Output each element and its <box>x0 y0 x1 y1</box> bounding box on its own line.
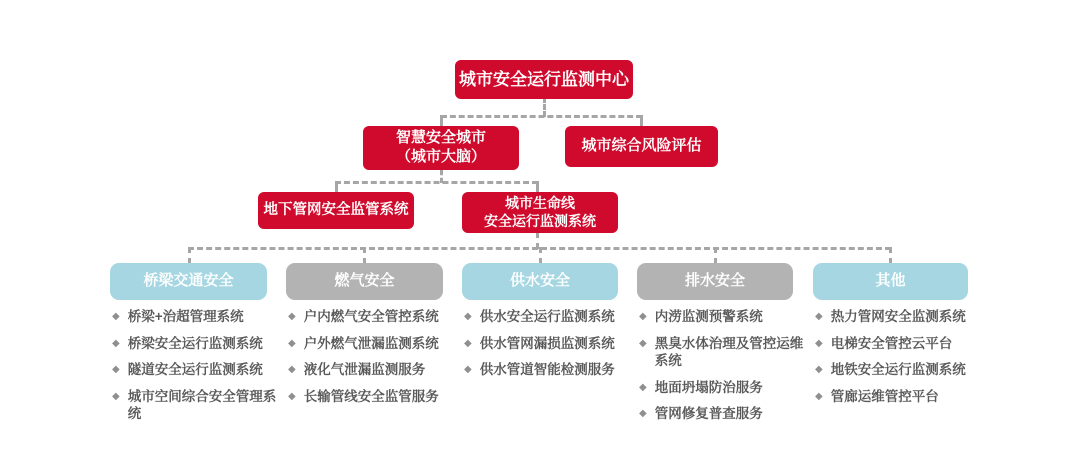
connector-line <box>543 97 546 117</box>
list-item-label: 地铁安全运行监测系统 <box>830 362 966 378</box>
node-label-line: 智慧安全城市 <box>395 129 486 147</box>
list-item <box>815 361 991 379</box>
list-item <box>464 308 640 326</box>
diamond-bullet-icon: ◆ <box>464 364 472 376</box>
node-label-line: （城市大脑） <box>395 148 486 165</box>
diamond-bullet-icon: ◆ <box>639 337 647 349</box>
list-item <box>288 335 464 353</box>
diamond-bullet-icon: ◆ <box>288 337 296 349</box>
column-list-water-supply <box>464 308 640 388</box>
node-label-line: 城市生命线 <box>505 195 575 211</box>
node-label-line: 安全运行监测系统 <box>484 212 596 229</box>
diamond-bullet-icon: ◆ <box>464 337 472 349</box>
column-list-drainage <box>639 308 815 432</box>
list-item <box>288 308 464 326</box>
connector-line <box>889 247 892 264</box>
list-item <box>464 361 640 379</box>
list-item-label: 桥梁+治超管理系统 <box>127 309 244 324</box>
list-item <box>639 335 815 370</box>
diamond-bullet-icon: ◆ <box>639 311 647 322</box>
list-item <box>288 388 464 406</box>
list-item-label: 电梯安全管控云平台 <box>830 335 953 351</box>
list-item <box>112 388 288 423</box>
diamond-bullet-icon: ◆ <box>815 337 823 349</box>
diamond-bullet-icon: ◆ <box>639 408 647 420</box>
diamond-bullet-icon: ◆ <box>288 311 296 322</box>
list-item-label: 长输管线安全监管服务 <box>303 388 439 404</box>
diamond-bullet-icon: ◆ <box>288 364 296 376</box>
diamond-bullet-icon: ◆ <box>112 390 120 402</box>
list-item-label: 户内燃气安全管控系统 <box>303 309 439 324</box>
diamond-bullet-icon: ◆ <box>815 364 823 376</box>
diamond-bullet-icon: ◆ <box>112 337 120 349</box>
connector-line <box>539 247 542 264</box>
list-item <box>288 361 464 379</box>
list-item <box>815 388 991 406</box>
diamond-bullet-icon: ◆ <box>815 311 823 322</box>
connector-line <box>335 181 538 184</box>
connector-line <box>363 247 366 264</box>
list-item-label: 内涝监测预警系统 <box>654 309 763 324</box>
column-list-bridge-traffic <box>112 308 288 432</box>
list-item <box>112 335 288 353</box>
diamond-bullet-icon: ◆ <box>815 390 823 402</box>
list-item-label: 户外燃气泄漏监测系统 <box>303 335 439 351</box>
list-item-label: 桥梁安全运行监测系统 <box>127 335 263 351</box>
list-item <box>639 379 815 397</box>
list-item-label: 隧道安全运行监测系统 <box>127 362 263 378</box>
node-city-lifeline-monitoring <box>462 192 618 233</box>
list-item-label: 地面坍塌防治服务 <box>654 379 763 395</box>
list-item-label: 热力管网安全监测系统 <box>830 309 966 324</box>
list-item-label: 供水管道智能检测服务 <box>479 362 615 378</box>
column-header-other: 其他 <box>813 263 968 300</box>
column-list-gas <box>288 308 464 414</box>
column-header-drainage-safety: 排水安全 <box>637 263 793 300</box>
list-item <box>112 361 288 379</box>
connector-line <box>714 247 717 264</box>
diamond-bullet-icon: ◆ <box>288 390 296 402</box>
diamond-bullet-icon: ◆ <box>112 311 120 322</box>
connector-line <box>441 115 642 118</box>
node-city-safety-monitoring-center: 城市安全运行监测中心 <box>455 60 633 99</box>
node-comprehensive-risk-assessment: 城市综合风险评估 <box>565 126 718 167</box>
list-item <box>464 335 640 353</box>
list-item-label: 供水安全运行监测系统 <box>479 309 615 324</box>
list-item <box>639 308 815 326</box>
diamond-bullet-icon: ◆ <box>112 364 120 376</box>
list-item <box>815 308 991 326</box>
diamond-bullet-icon: ◆ <box>639 381 647 393</box>
list-item <box>815 335 991 353</box>
list-item-label: 黑臭水体治理及管控运维系统 <box>654 335 804 369</box>
node-underground-pipe-network-supervision: 地下管网安全监管系统 <box>258 192 414 229</box>
column-header-gas-safety: 燃气安全 <box>286 263 443 300</box>
column-header-water-supply-safety: 供水安全 <box>462 263 618 300</box>
diamond-bullet-icon: ◆ <box>464 311 472 322</box>
list-item <box>639 405 815 423</box>
list-item-label: 供水管网漏损监测系统 <box>479 335 615 351</box>
node-smart-safe-city <box>363 126 519 170</box>
list-item-label: 管廊运维管控平台 <box>830 388 939 404</box>
list-item-label: 城市空间综合安全管理系统 <box>127 388 277 422</box>
list-item <box>112 308 288 326</box>
connector-line <box>188 247 191 264</box>
column-list-other <box>815 308 991 414</box>
column-header-bridge-traffic-safety: 桥梁交通安全 <box>110 263 267 300</box>
list-item-label: 管网修复普查服务 <box>654 406 763 422</box>
list-item-label: 液化气泄漏监测服务 <box>303 362 426 378</box>
